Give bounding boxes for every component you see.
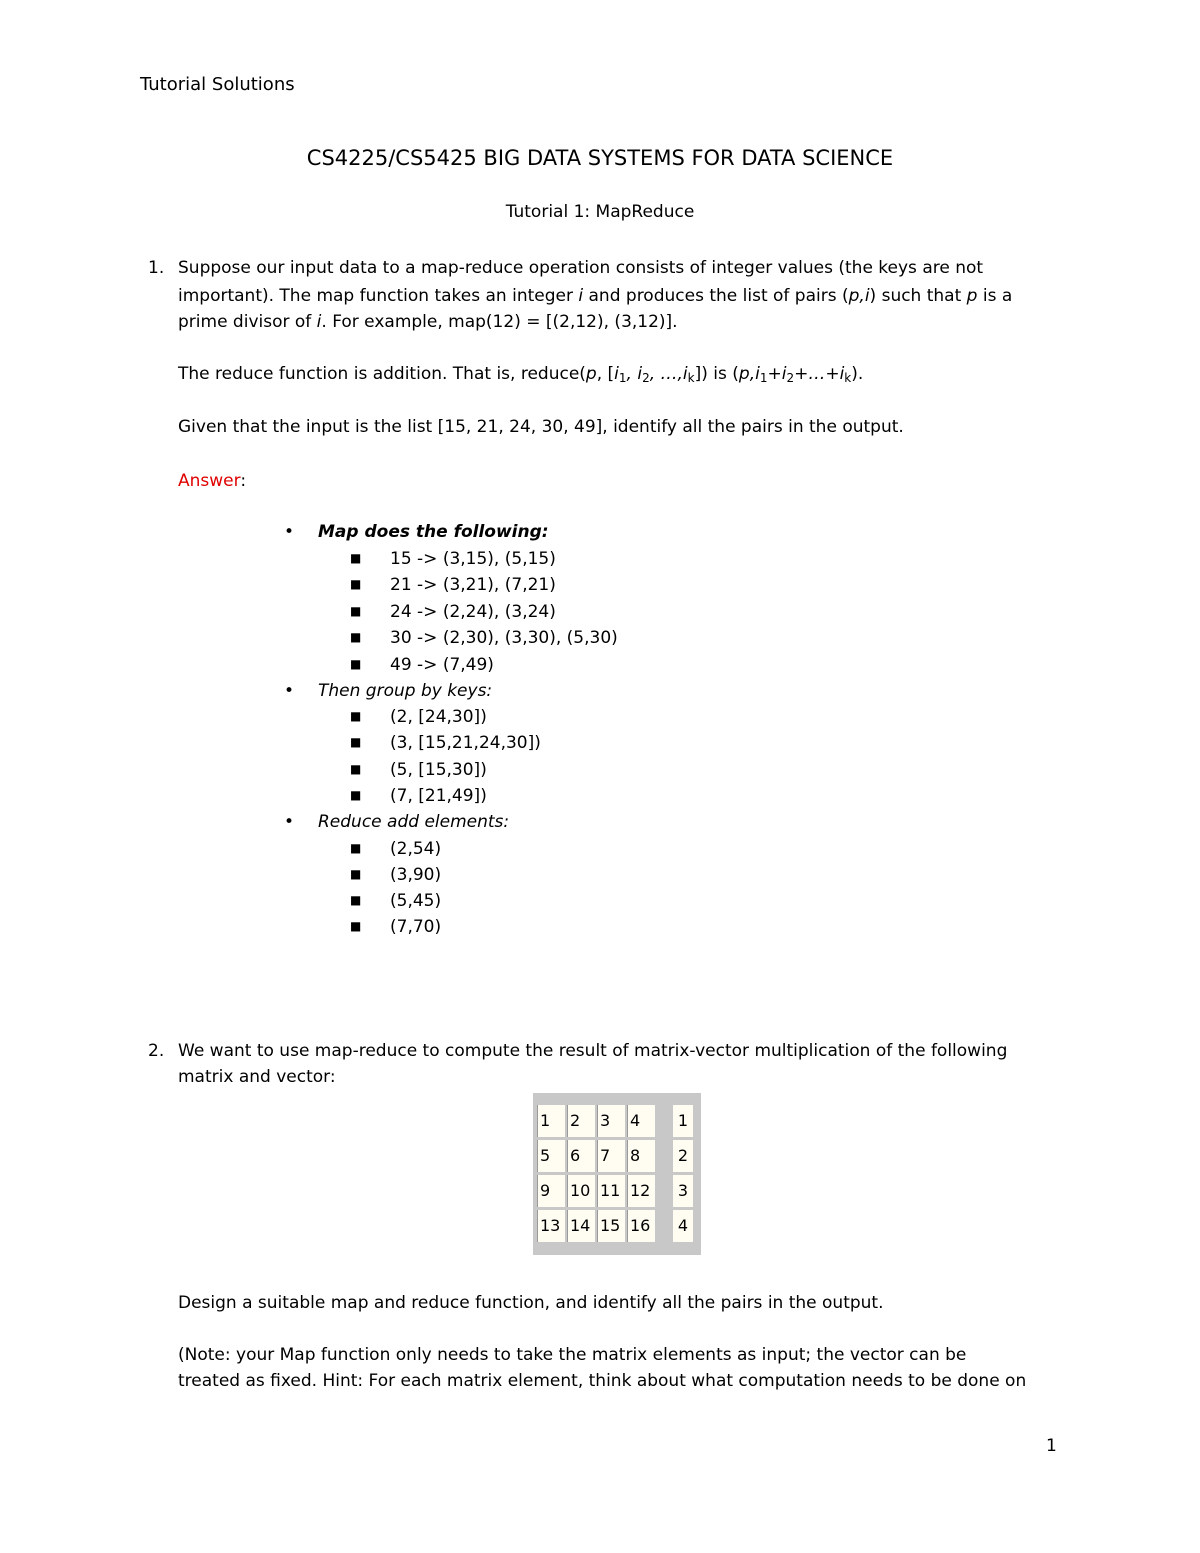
list-item: ■ 21 -> (3,21), (7,21) [350, 575, 556, 595]
list-item: ■ (5, [15,30]) [350, 760, 487, 780]
document-title: CS4225/CS5425 BIG DATA SYSTEMS FOR DATA SCIENCE [306, 146, 894, 170]
q2-line1: We want to use map-reduce to compute the result of matrix-vector multiplication of the following [178, 1041, 1008, 1061]
matrix-cell: 8 [627, 1140, 655, 1172]
vector-cell: 2 [673, 1140, 693, 1172]
matrix-cell: 15 [597, 1210, 625, 1242]
q2-design: Design a suitable map and reduce function, and identify all the pairs in the output. [178, 1293, 884, 1313]
bullet-map-heading: • Map does the following: [284, 522, 549, 542]
q2-note-line1: (Note: your Map function only needs to take the matrix elements as input; the vector can be [178, 1345, 967, 1365]
vector-cell: 3 [673, 1175, 693, 1207]
vector-cell: 1 [673, 1105, 693, 1137]
document-subtitle: Tutorial 1: MapReduce [505, 202, 695, 222]
matrix-cell: 3 [597, 1105, 625, 1137]
list-item: ■ (7,70) [350, 917, 442, 937]
matrix-cell: 14 [567, 1210, 595, 1242]
list-item: ■ 15 -> (3,15), (5,15) [350, 549, 556, 569]
q1-line3: prime divisor of i. For example, map(12) = [(2,12), (3,12)]. [178, 312, 678, 332]
q2-number: 2. [148, 1041, 165, 1061]
page-number: 1 [1046, 1436, 1057, 1456]
q1-reduce-definition: The reduce function is addition. That is, reduce(p, [$i_1$, $i_2$, $\dots,i_k$]) is $(p,i_1+i_2+\dots+i_k)$. [178, 364, 864, 385]
list-item: ■ (3, [15,21,24,30]) [350, 733, 541, 753]
vector-cell: 4 [673, 1210, 693, 1242]
q1-line2: important). The map function takes an integer i and produces the list of pairs (p,i) such that p is a [178, 286, 1013, 306]
matrix-cell: 1 [537, 1105, 565, 1137]
answer-heading: Answer: [178, 471, 247, 491]
q1-number: 1. [148, 258, 165, 278]
list-item: ■ (7, [21,49]) [350, 786, 487, 806]
q2-note-line2: treated as fixed. Hint: For each matrix element, think about what computation needs to be done on [178, 1371, 1027, 1391]
q2-line2: matrix and vector: [178, 1067, 336, 1087]
matrix-cell: 12 [627, 1175, 655, 1207]
bullet-reduce-heading: • Reduce add elements: [284, 812, 510, 832]
matrix-cell: 4 [627, 1105, 655, 1137]
list-item: ■ (2,54) [350, 839, 442, 859]
bullet-group-heading: • Then group by keys: [284, 681, 493, 701]
matrix-cell: 7 [597, 1140, 625, 1172]
matrix-cell: 2 [567, 1105, 595, 1137]
running-header: Tutorial Solutions [140, 74, 295, 95]
matrix-cell: 6 [567, 1140, 595, 1172]
matrix-cell: 13 [537, 1210, 565, 1242]
matrix-cell: 9 [537, 1175, 565, 1207]
matrix-cell: 5 [537, 1140, 565, 1172]
q1-line1: Suppose our input data to a map-reduce operation consists of integer values (the keys are not [178, 258, 984, 278]
matrix-cell: 16 [627, 1210, 655, 1242]
list-item: ■ (3,90) [350, 865, 442, 885]
matrix-cell: 11 [597, 1175, 625, 1207]
matrix-cell: 10 [567, 1175, 595, 1207]
q1-given: Given that the input is the list [15, 21, 24, 30, 49], identify all the pairs in the output. [178, 417, 904, 437]
list-item: ■ 24 -> (2,24), (3,24) [350, 602, 556, 622]
matrix-vector-figure [533, 1093, 701, 1255]
list-item: ■ 49 -> (7,49) [350, 655, 494, 675]
list-item: ■ 30 -> (2,30), (3,30), (5,30) [350, 628, 618, 648]
list-item: ■ (5,45) [350, 891, 442, 911]
list-item: ■ (2, [24,30]) [350, 707, 487, 727]
